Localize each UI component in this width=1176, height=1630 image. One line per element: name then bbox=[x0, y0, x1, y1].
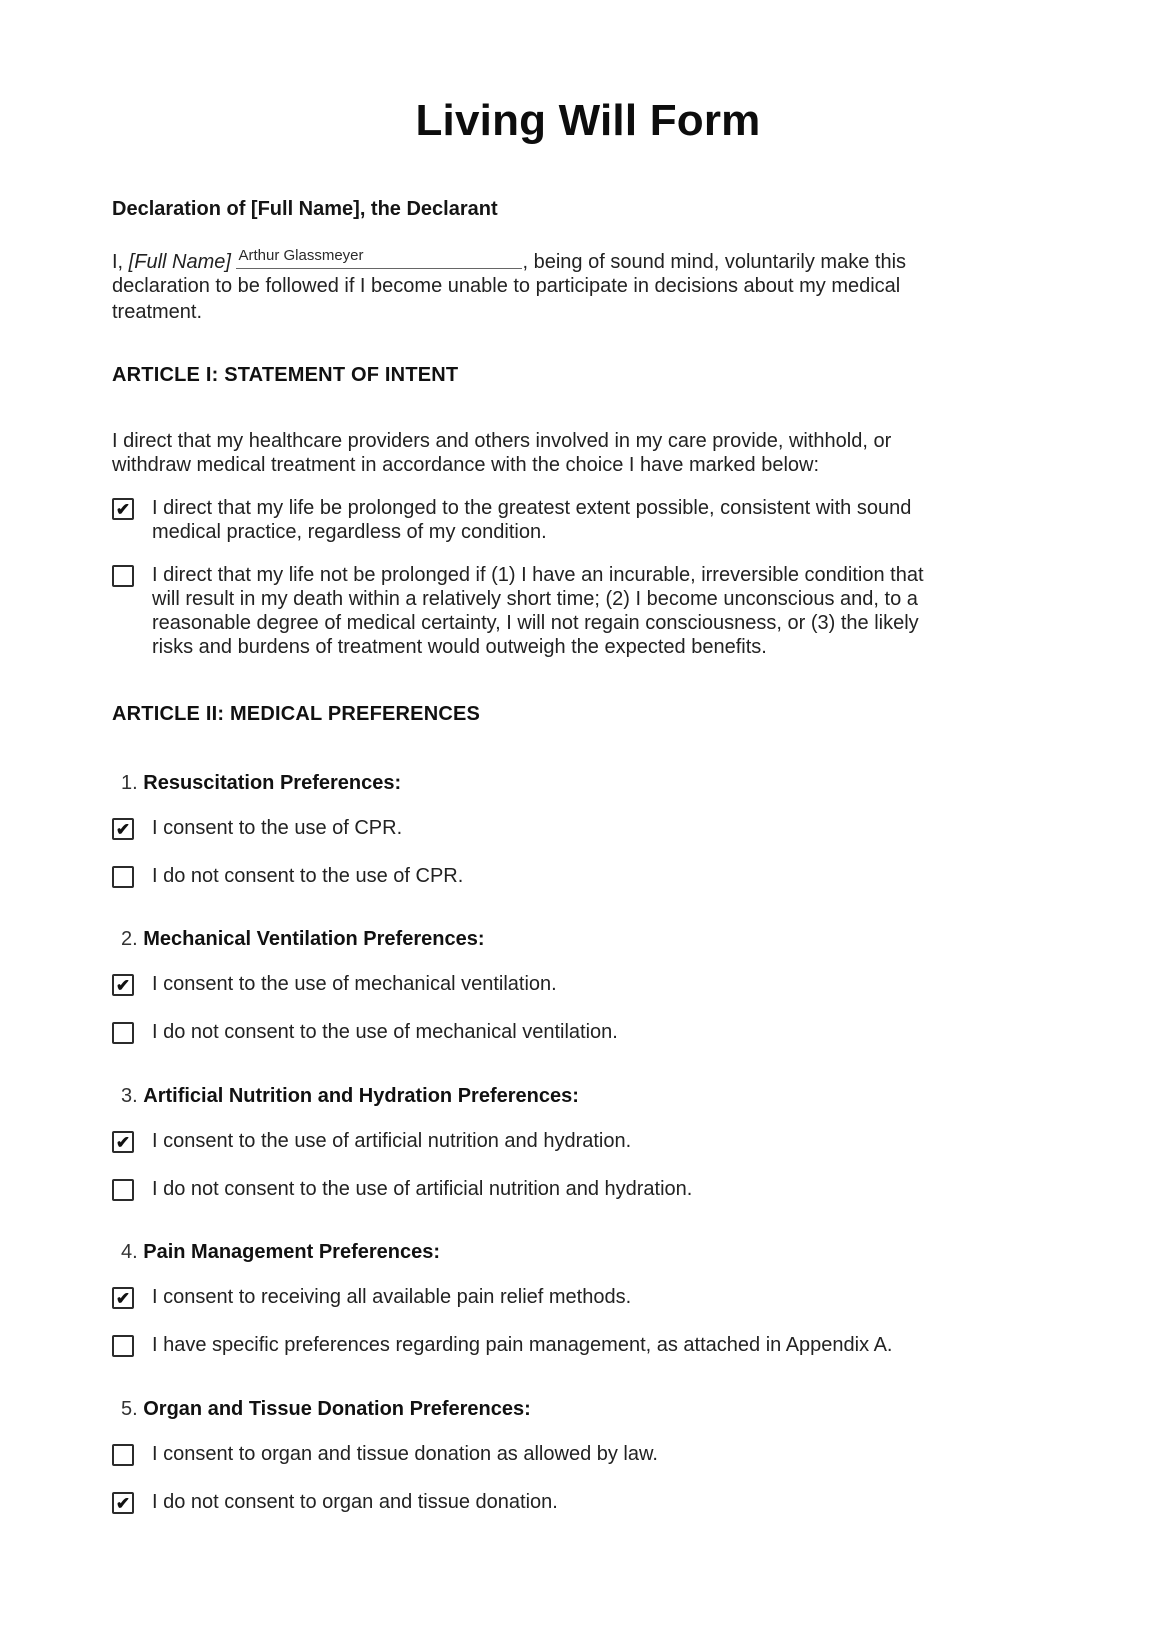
full-name-value: Arthur Glassmeyer bbox=[238, 247, 364, 264]
preference-number: 5. bbox=[121, 1398, 138, 1420]
preference-number: 1. bbox=[121, 772, 138, 794]
donation-decline-text: I do not consent to organ and tissue donation. bbox=[152, 1491, 558, 1513]
check-icon: ✔ bbox=[115, 976, 131, 995]
full-name-underline bbox=[236, 268, 522, 269]
intro-prefix: I, bbox=[112, 251, 129, 273]
declaration-heading: Declaration of [Full Name], the Declarant bbox=[112, 198, 498, 220]
article-1-heading: ARTICLE I: STATEMENT OF INTENT bbox=[112, 364, 459, 386]
article-1-intro-line-1: I direct that my healthcare providers and others involved in my care provide, withhold, or bbox=[112, 430, 892, 452]
preference-2-heading bbox=[121, 928, 485, 951]
option-text-line: reasonable degree of medical certainty, I will not regain consciousness, or (3) the likely bbox=[152, 612, 919, 634]
cpr-decline-text: I do not consent to the use of CPR. bbox=[152, 865, 464, 887]
cpr-decline-checkbox[interactable] bbox=[112, 866, 134, 888]
declaration-line-3: treatment. bbox=[112, 301, 203, 323]
full-name-placeholder-label: [Full Name] bbox=[128, 251, 231, 273]
declaration-paragraph bbox=[112, 249, 1032, 324]
donation-decline-checkbox[interactable] bbox=[112, 1492, 134, 1514]
article-2-heading: ARTICLE II: MEDICAL PREFERENCES bbox=[112, 703, 481, 725]
intent-option-not-prolong-checkbox[interactable] bbox=[112, 565, 134, 587]
pain-consent-checkbox[interactable] bbox=[112, 1287, 134, 1309]
option-text-line: medical practice, regardless of my condition. bbox=[152, 521, 547, 543]
intro-line1-rest: , being of sound mind, voluntarily make this bbox=[522, 251, 907, 273]
preference-number: 3. bbox=[121, 1085, 138, 1107]
article-1-intro-line-2: withdraw medical treatment in accordance with the choice I have marked below: bbox=[112, 454, 820, 476]
check-icon: ✔ bbox=[115, 1289, 131, 1308]
preference-label: Resuscitation Preferences: bbox=[143, 772, 402, 794]
pain-specific-checkbox[interactable] bbox=[112, 1335, 134, 1357]
declaration-line-1 bbox=[112, 249, 1032, 274]
nutrition-decline-text: I do not consent to the use of artificial nutrition and hydration. bbox=[152, 1178, 693, 1200]
document-title: Living Will Form bbox=[415, 96, 761, 145]
full-name-field[interactable] bbox=[236, 249, 522, 271]
preference-number: 4. bbox=[121, 1241, 138, 1263]
nutrition-decline-checkbox[interactable] bbox=[112, 1179, 134, 1201]
ventilation-consent-text: I consent to the use of mechanical ventilation. bbox=[152, 973, 557, 995]
nutrition-consent-checkbox[interactable] bbox=[112, 1131, 134, 1153]
ventilation-consent-checkbox[interactable] bbox=[112, 974, 134, 996]
article-1-intro bbox=[112, 429, 1032, 477]
donation-consent-checkbox[interactable] bbox=[112, 1444, 134, 1466]
preference-number: 2. bbox=[121, 928, 138, 950]
preference-label: Pain Management Preferences: bbox=[143, 1241, 441, 1263]
declaration-line-2: declaration to be followed if I become unable to participate in decisions about my medical bbox=[112, 275, 901, 297]
intent-option-prolong-text bbox=[152, 496, 1032, 544]
nutrition-consent-text: I consent to the use of artificial nutrition and hydration. bbox=[152, 1130, 632, 1152]
intent-option-not-prolong-text bbox=[152, 563, 1032, 659]
preference-1-heading bbox=[121, 772, 401, 795]
preference-3-heading bbox=[121, 1085, 579, 1108]
donation-consent-text: I consent to organ and tissue donation as allowed by law. bbox=[152, 1443, 658, 1465]
preference-4-heading bbox=[121, 1241, 440, 1264]
check-icon: ✔ bbox=[115, 1494, 131, 1513]
option-text-line: I direct that my life not be prolonged if (1) I have an incurable, irreversible condition that bbox=[152, 564, 924, 586]
option-text-line: risks and burdens of treatment would outweigh the expected benefits. bbox=[152, 636, 767, 658]
ventilation-decline-checkbox[interactable] bbox=[112, 1022, 134, 1044]
preference-label: Artificial Nutrition and Hydration Preferences: bbox=[143, 1085, 579, 1107]
cpr-consent-checkbox[interactable] bbox=[112, 818, 134, 840]
check-icon: ✔ bbox=[115, 1133, 131, 1152]
preference-5-heading bbox=[121, 1398, 531, 1421]
pain-consent-text: I consent to receiving all available pain relief methods. bbox=[152, 1286, 632, 1308]
check-icon: ✔ bbox=[115, 500, 131, 519]
option-text-line: I direct that my life be prolonged to the greatest extent possible, consistent with sound bbox=[152, 497, 912, 519]
ventilation-decline-text: I do not consent to the use of mechanical ventilation. bbox=[152, 1021, 618, 1043]
preference-label: Organ and Tissue Donation Preferences: bbox=[143, 1398, 531, 1420]
pain-specific-text: I have specific preferences regarding pain management, as attached in Appendix A. bbox=[152, 1334, 893, 1356]
option-text-line: will result in my death within a relatively short time; (2) I become unconscious and, to a bbox=[152, 588, 918, 610]
preference-label: Mechanical Ventilation Preferences: bbox=[143, 928, 485, 950]
cpr-consent-text: I consent to the use of CPR. bbox=[152, 817, 403, 839]
check-icon: ✔ bbox=[115, 820, 131, 839]
intent-option-prolong-checkbox[interactable] bbox=[112, 498, 134, 520]
